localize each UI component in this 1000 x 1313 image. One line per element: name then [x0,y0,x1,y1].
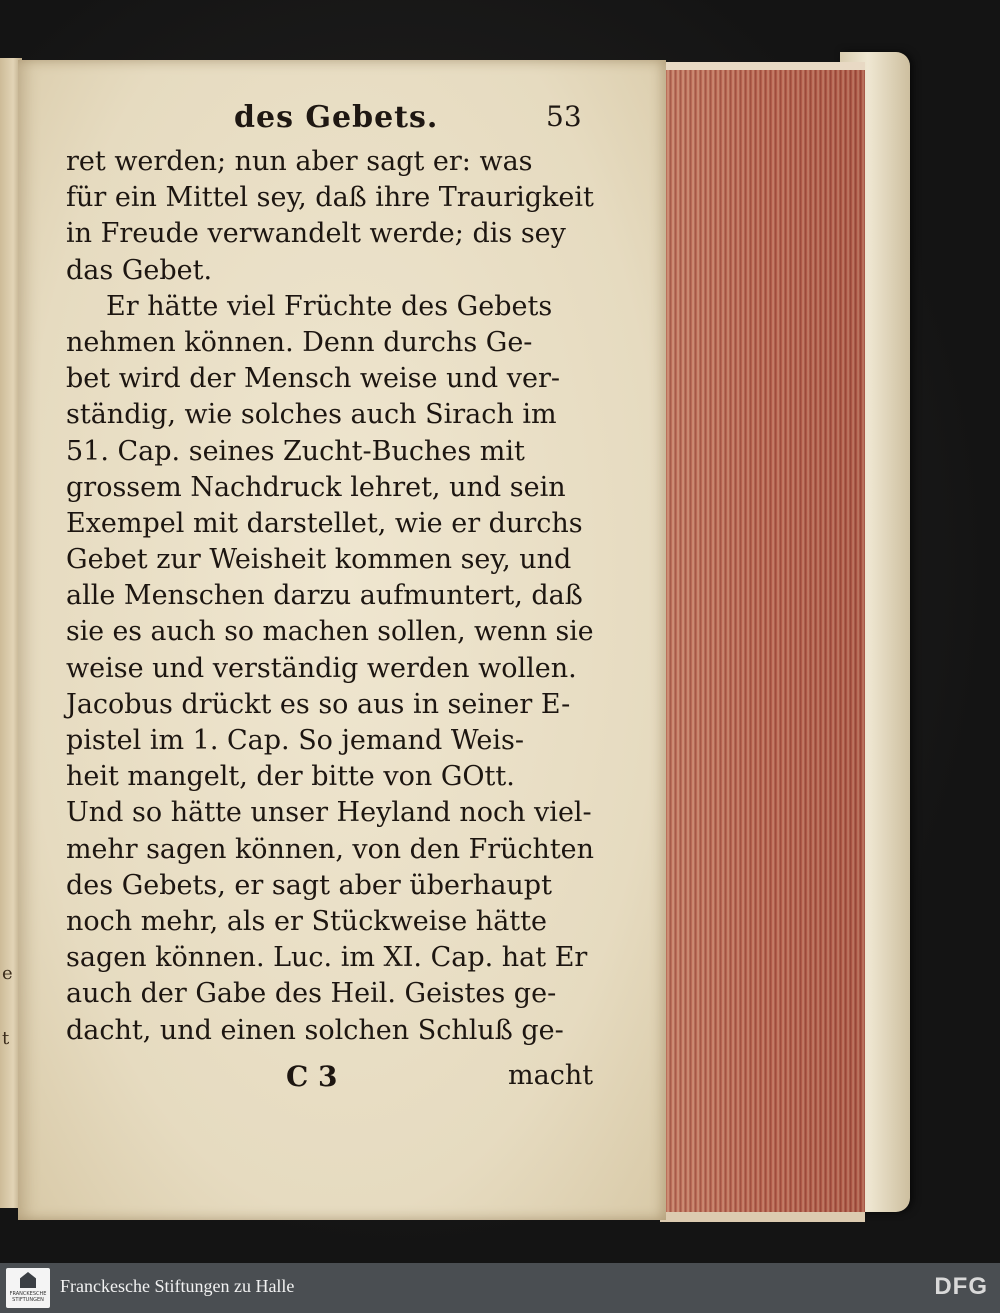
leaf-mark: t [2,1028,10,1049]
text-line: alle Menschen darzu aufmuntert, daß [66,580,583,612]
text-line: ret werden; nun aber sagt er: was [66,146,533,177]
text-line: pistel im 1. Cap. So jemand Weis- [66,725,524,756]
catchword: macht [508,1060,594,1091]
text-line: Jacobus drückt es so aus in seiner E- [66,688,571,720]
text-line: auch der Gabe des Heil. Geistes ge- [66,978,557,1010]
logo-text: FRANCKESCHE STIFTUNGEN [9,1291,47,1303]
text-line: noch mehr, als er Stückweise hätte [66,905,547,937]
text-line: sagen können. Luc. im XI. Cap. hat Er [66,942,588,974]
text-line: ständig, wie solches auch Sirach im [66,399,557,431]
text-line: dacht, und einen solchen Schluß ge- [66,1014,564,1046]
page-footer [18,1060,666,1100]
running-title: des Gebets. [234,100,439,135]
text-line: bet wird der Mensch weise und ver- [66,363,560,395]
text-line: sie es auch so machen sollen, wenn sie [66,616,594,648]
page-number: 53 [546,100,582,133]
text-line: mehr sagen können, von den Früchten [66,833,594,865]
book-page [18,60,666,1220]
text-line: 51. Cap. seines Zucht-Buches mit [66,435,525,467]
building-icon [20,1272,36,1288]
text-line: Er hätte viel Früchte des Gebets [106,290,553,322]
page-block-edge [660,62,865,1222]
leaf-mark: e [2,963,13,984]
institution-name[interactable]: Franckesche Stiftungen zu Halle [60,1276,295,1296]
text-line: grossem Nachdruck lehret, und sein [66,471,566,503]
page-header [18,100,666,140]
footer-bar [0,1263,1000,1313]
text-line: des Gebets, er sagt aber überhaupt [66,869,552,901]
text-line: heit mangelt, der bitte von GOtt. [66,761,515,793]
text-line: Gebet zur Weisheit kommen sey, und [66,544,572,576]
text-line: Und so hätte unser Heyland noch viel- [66,797,592,829]
body-text [66,144,594,1049]
dfg-logo[interactable]: DFG [934,1273,988,1300]
signature-mark: C 3 [286,1060,338,1093]
text-line: in Freude verwandelt werde; dis sey [66,218,566,250]
text-line: für ein Mittel sey, daß ihre Traurigkeit [66,182,594,214]
text-line: weise und verständig werden wollen. [66,652,577,684]
institution-logo[interactable] [6,1268,50,1308]
text-line: das Gebet. [66,254,213,286]
text-line: Exempel mit darstellet, wie er durchs [66,507,583,539]
text-line: nehmen können. Denn durchs Ge- [66,326,533,358]
